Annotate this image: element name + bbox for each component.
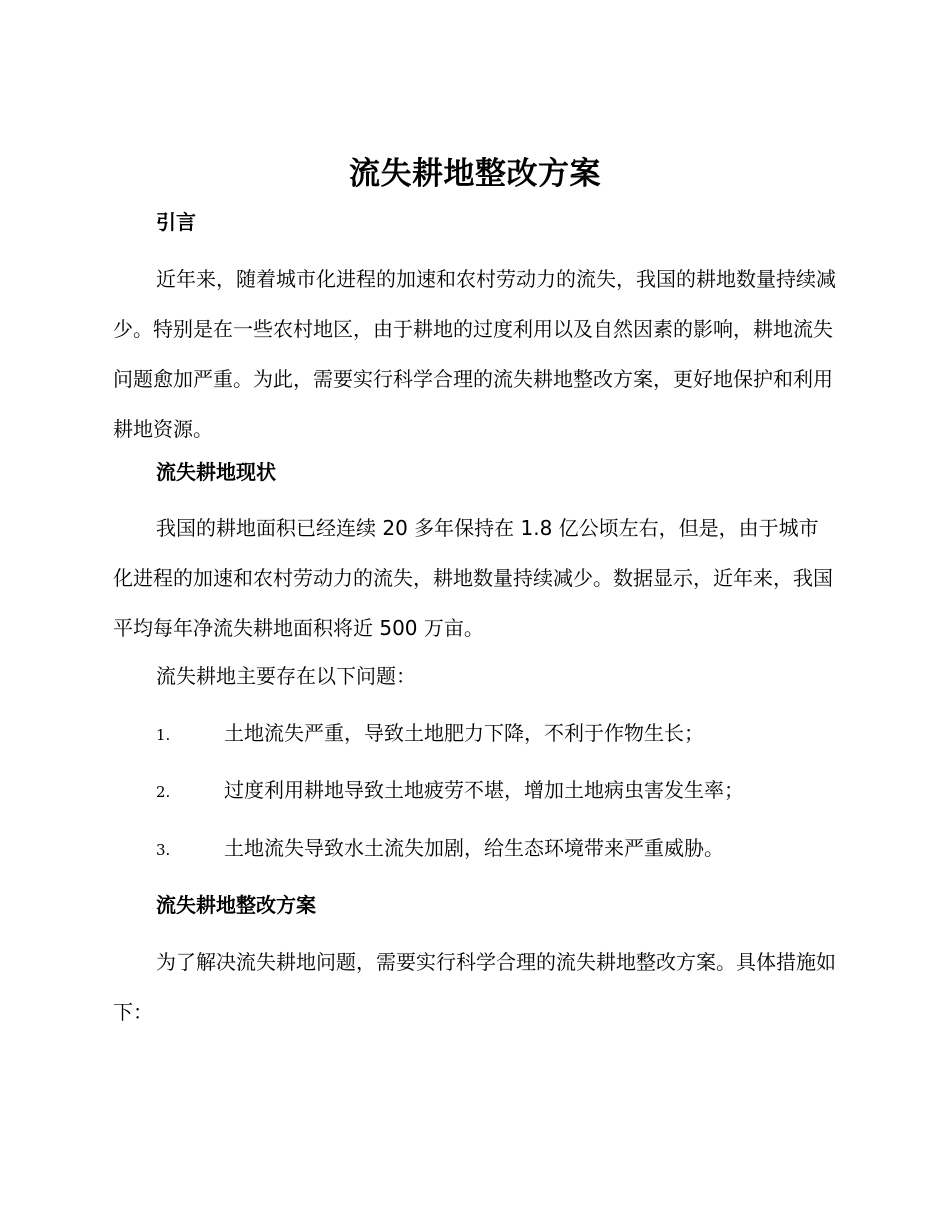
list-item-text: 土地流失严重，导致土地肥力下降，不利于作物生长；: [224, 721, 704, 745]
section-heading-introduction: 引言: [156, 210, 196, 234]
list-item-number: 3.: [156, 841, 171, 859]
problem-list-item: [156, 834, 724, 864]
remediation-plan-paragraph: 为了解决流失耕地问题，需要实行科学合理的流失耕地整改方案。具体措施如下：: [113, 950, 836, 1024]
list-item-text: 土地流失导致水土流失加剧，给生态环境带来严重威胁。: [224, 836, 724, 860]
list-item-number: 1.: [156, 726, 171, 744]
current-status-paragraph: 我国的耕地面积已经连续 20 多年保持在 1.8 亿公顷左右，但是，由于城市化进程的加速和农村劳动力的流失，耕地数量持续减少。数据显示，近年来，我国平均每年净流失耕地面积将近 500 万亩。: [113, 516, 833, 640]
problems-intro-line: 流失耕地主要存在以下问题：: [156, 664, 416, 688]
list-item-number: 2.: [156, 783, 171, 801]
problem-list-item: [156, 776, 744, 806]
list-item-text: 过度利用耕地导致土地疲劳不堪，增加土地病虫害发生率；: [224, 778, 744, 802]
section-heading-remediation-plan: 流失耕地整改方案: [156, 893, 316, 917]
problem-list-item: [156, 719, 704, 749]
section-heading-current-status: 流失耕地现状: [156, 460, 276, 484]
document-title: 流失耕地整改方案: [349, 156, 601, 192]
introduction-paragraph: 近年来，随着城市化进程的加速和农村劳动力的流失，我国的耕地数量持续减少。特别是在一些农村地区，由于耕地的过度利用以及自然因素的影响，耕地流失问题愈加严重。为此，需要实行科学合理的流失耕地整改方案，更好地保护和利用耕地资源。: [113, 267, 836, 441]
